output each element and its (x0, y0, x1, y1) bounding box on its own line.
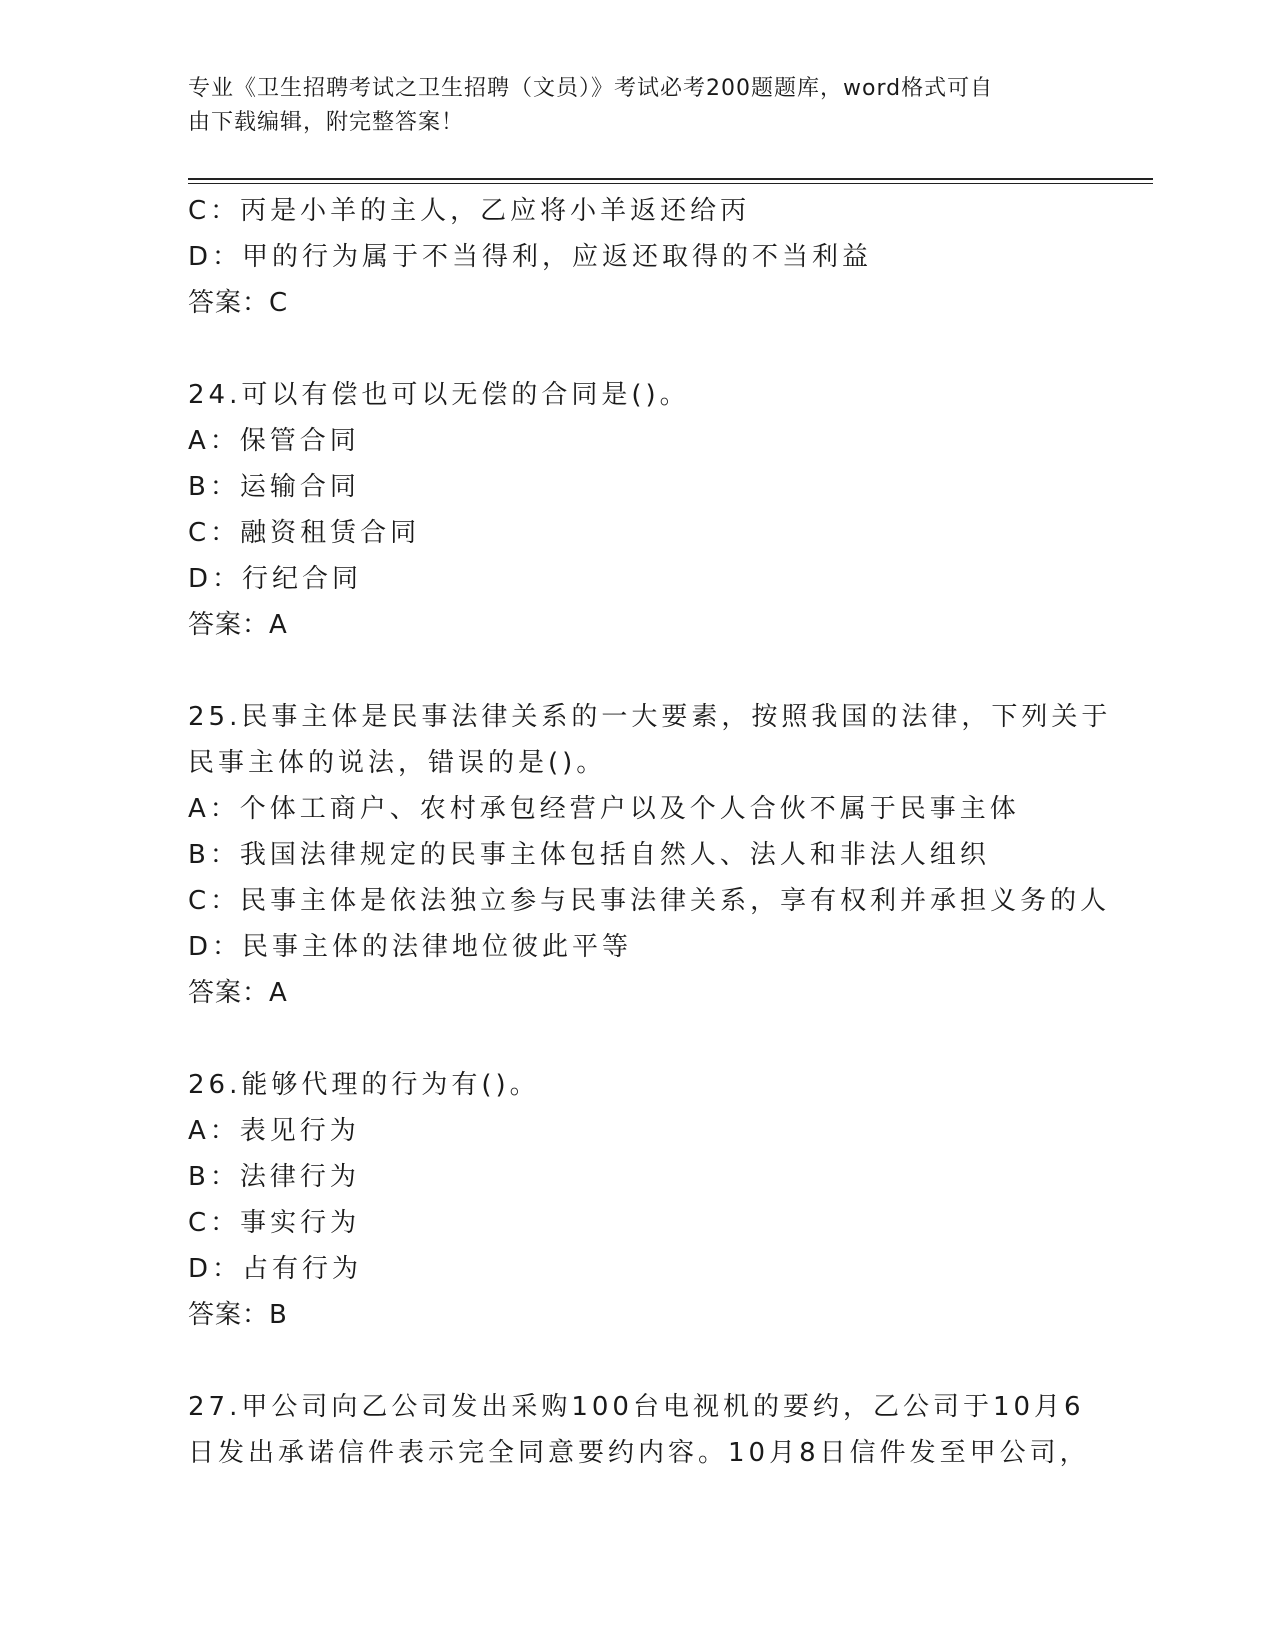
option-b: B：我国法律规定的民事主体包括自然人、法人和非法人组织 (188, 840, 990, 870)
question-25-line-2: 民事主体的说法，错误的是()。 (188, 748, 607, 778)
option-a: A：个体工商户、农村承包经营户以及个人合伙不属于民事主体 (188, 794, 1020, 824)
option-a: A：保管合同 (188, 426, 360, 456)
option-d: D：占有行为 (188, 1254, 363, 1284)
answer: 答案：B (188, 1300, 288, 1330)
option-d: D：甲的行为属于不当得利，应返还取得的不当利益 (188, 242, 873, 272)
option-c: C：事实行为 (188, 1208, 361, 1238)
option-b: B：法律行为 (188, 1162, 360, 1192)
header-rule-thick (188, 178, 1153, 180)
answer: 答案：A (188, 610, 288, 640)
option-c: C：民事主体是依法独立参与民事法律关系，享有权利并承担义务的人 (188, 886, 1111, 916)
document-header (188, 72, 1068, 140)
option-a: A：表见行为 (188, 1116, 360, 1146)
header-rule-thin (188, 183, 1153, 184)
question-list (188, 188, 1112, 1476)
option-d: D：行纪合同 (188, 564, 363, 594)
question-25-line-1: 25.民事主体是民事法律关系的一大要素，按照我国的法律，下列关于 (188, 702, 1112, 732)
header-line-1: 专业《卫生招聘考试之卫生招聘（文员）》考试必考200题题库，word格式可自 (188, 76, 994, 101)
question-27-line-2: 日发出承诺信件表示完全同意要约内容。10月8日信件发至甲公司， (188, 1438, 1090, 1468)
answer: 答案：C (188, 288, 289, 318)
header-line-2: 由下载编辑，附完整答案！ (188, 110, 465, 135)
option-c: C：融资租赁合同 (188, 518, 421, 548)
option-d: D：民事主体的法律地位彼此平等 (188, 932, 633, 962)
option-b: B：运输合同 (188, 472, 360, 502)
answer: 答案：A (188, 978, 288, 1008)
question-27-line-1: 27.甲公司向乙公司发出采购100台电视机的要约，乙公司于10月6 (188, 1392, 1085, 1422)
option-c: C：丙是小羊的主人，乙应将小羊返还给丙 (188, 196, 751, 226)
question-26: 26.能够代理的行为有()。 (188, 1070, 540, 1100)
question-24: 24.可以有偿也可以无偿的合同是()。 (188, 380, 690, 410)
